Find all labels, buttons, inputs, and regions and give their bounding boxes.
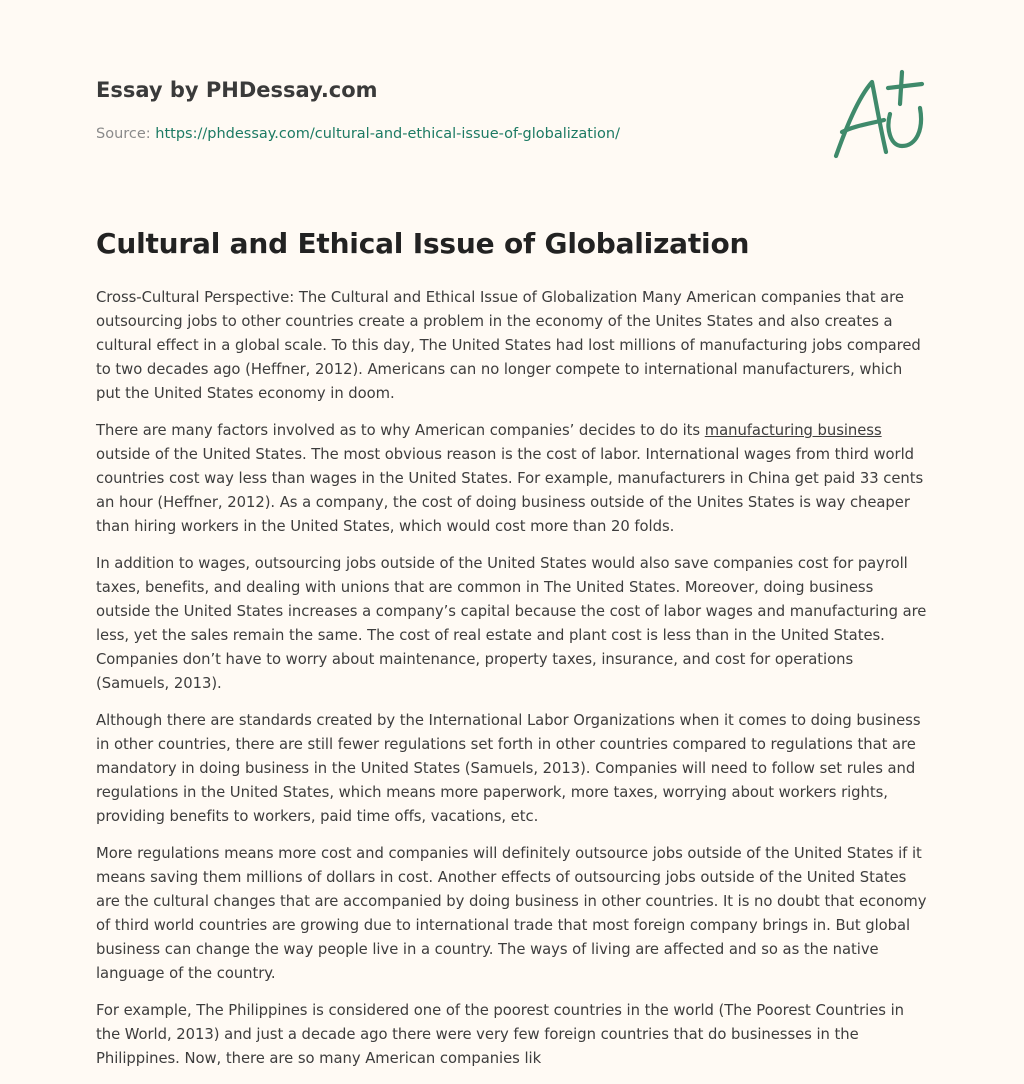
essay-header: [96, 76, 928, 176]
essay-article: [96, 224, 928, 1084]
brand-title: Essay by PHDessay.com: [96, 78, 378, 102]
paragraph-2: [96, 419, 928, 539]
paragraph-2-end: outside of the United States. The most obvious reason is the cost of labor. International wages from third world countries cost way less than wages in the United States. For example, manufacturers in China get paid 33 cents an hour (Heffner, 2012). As a company, the cost of doing business outside of the Unites States is way cheaper than hiring workers in the United States, which would cost more than 20 folds.: [96, 446, 924, 535]
a-plus-grade-icon: [828, 68, 928, 164]
paragraph-6: For example, The Philippines is considered one of the poorest countries in the world (The Poorest Countries in the World, 2013) and just a decade ago there were very few foreign countries that do businesses in the Philippines. Now, there are so many American companies lik: [96, 1002, 904, 1067]
essay-title: Cultural and Ethical Issue of Globalization: [96, 227, 750, 260]
source-label: Source:: [96, 126, 156, 142]
manufacturing-business-link[interactable]: manufacturing business: [704, 422, 882, 439]
paragraph-3: In addition to wages, outsourcing jobs outside of the United States would also save companies cost for payroll taxes, benefits, and dealing with unions that are common in The United States. Moreover, doing business outside the United States increases a company’s capital because the cost of labor wages and manufacturing are less, yet the sales remain the same. The cost of real estate and plant cost is less than in the United States. Companies don’t have to worry about maintenance, property taxes, insurance, and cost for operations (Samuels, 2013).: [96, 555, 927, 692]
paragraph-5: More regulations means more cost and companies will definitely outsource jobs outside of the United States if it means saving them millions of dollars in cost. Another effects of outsourcing jobs outside of the United States are the cultural changes that are accompanied by doing business in other countries. It is no doubt that economy of third world countries are growing due to international trade that most foreign company brings in. But global business can change the way people live in a country. The ways of living are affected and so as the native language of the country.: [96, 845, 927, 982]
paragraph-2-start: There are many factors involved as to why American companies’ decides to do its: [96, 422, 701, 439]
paragraph-4: Although there are standards created by the International Labor Organizations when it comes to doing business in other countries, there are still fewer regulations set forth in other countries compared to regulations that are mandatory in doing business in the United States (Samuels, 2013). Companies will need to follow set rules and regulations in the United States, which means more paperwork, more taxes, worrying about workers rights, providing benefits to workers, paid time offs, vacations, etc.: [96, 712, 921, 825]
source-line: [96, 124, 928, 144]
paragraph-1: Cross-Cultural Perspective: The Cultural and Ethical Issue of Globalization Many American companies that are outsourcing jobs to other countries create a problem in the economy of the Unites States and also creates a cultural effect in a global scale. To this day, The United States had lost millions of manufacturing jobs compared to two decades ago (Heffner, 2012). Americans can no longer compete to international manufacturers, which put the United States economy in doom.: [96, 289, 921, 402]
source-link[interactable]: https://phdessay.com/cultural-and-ethical-issue-of-globalization/: [155, 126, 620, 142]
